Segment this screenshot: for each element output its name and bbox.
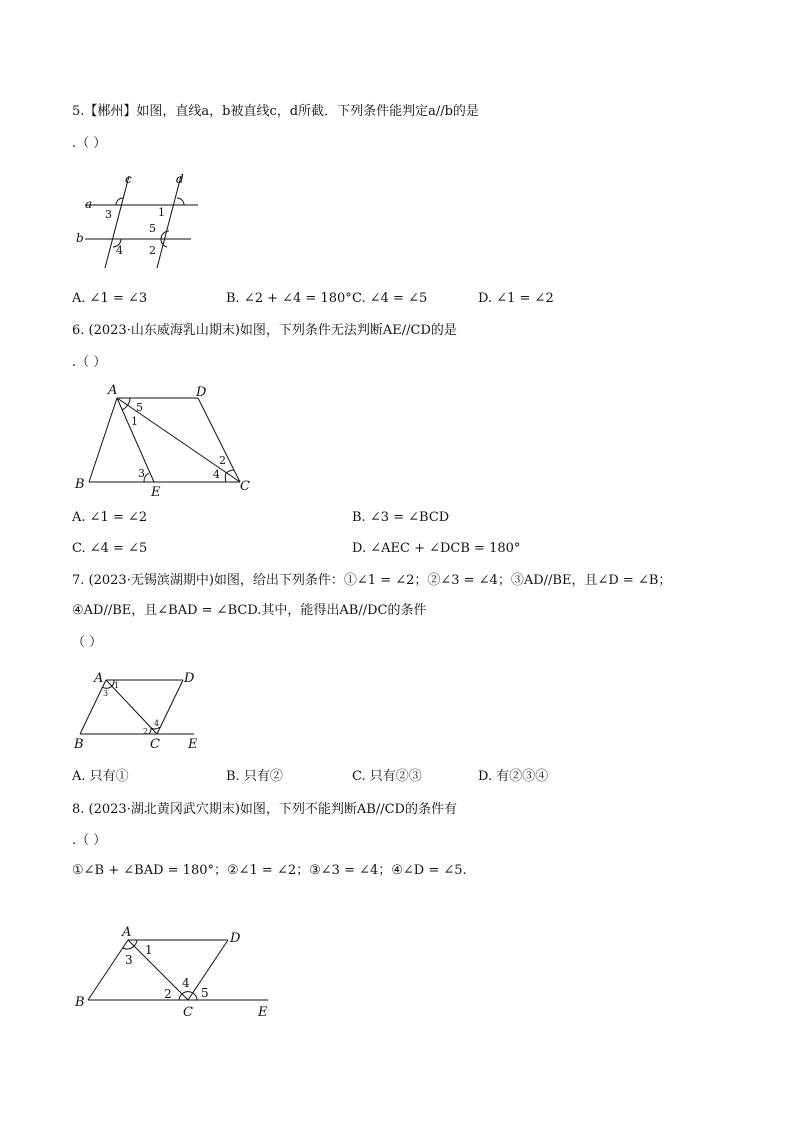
- q7-num-4: 4: [154, 719, 160, 728]
- q7-option-a: A. 只有①: [72, 769, 129, 784]
- q5-label-c: c: [125, 172, 132, 186]
- q5-option-c: C. ∠4 = ∠5: [352, 291, 428, 306]
- line-d: [157, 176, 181, 268]
- q6-num-1: 1: [131, 415, 138, 428]
- q5-option-a: A. ∠1 = ∠3: [72, 291, 148, 306]
- q7-label-b: B: [74, 737, 84, 752]
- q8-label-b: B: [75, 995, 85, 1010]
- q6-angle-2-arc: [226, 470, 234, 473]
- q6-num-4: 4: [213, 468, 220, 481]
- q7-label-e: E: [188, 737, 198, 752]
- q6-stem: 6. (2023·山东威海乳山期末)如图，下列条件无法判断AE//CD的是: [72, 323, 457, 338]
- q7-num-2: 2: [143, 727, 149, 736]
- q8-label-a: A: [122, 925, 132, 940]
- q8-conditions: ①∠B + ∠BAD = 180°；②∠1 = ∠2；③∠3 = ∠4；④∠D = ∠5.: [72, 863, 467, 878]
- q7-figure: [72, 664, 212, 756]
- q5-label-a: a: [85, 197, 93, 211]
- q5-option-b: B. ∠2 + ∠4 = 180°: [226, 291, 352, 306]
- q6-option-d: D. ∠AEC + ∠DCB = 180°: [352, 541, 521, 556]
- q5-num-3: 3: [105, 208, 112, 221]
- q8-answer-paren: .（ ）: [72, 833, 107, 848]
- q6-answer-paren: .（ ）: [72, 355, 107, 370]
- q8-angle-2-arc: [179, 994, 182, 1000]
- q6-label-c: C: [240, 479, 250, 494]
- q6-figure: [72, 380, 262, 500]
- q5-label-b: b: [76, 231, 84, 245]
- q7-angle-2-arc: [149, 728, 151, 734]
- q6-angle-4-arc: [225, 473, 226, 482]
- q7-num-1: 1: [114, 681, 120, 690]
- q6-label-a: A: [108, 383, 118, 398]
- q6-label-d: D: [196, 385, 207, 400]
- segment-ac: [128, 940, 188, 1000]
- q8-angle-5-arc: [193, 993, 197, 1000]
- q7-label-c: C: [150, 737, 160, 752]
- q7-option-c: C. 只有②③: [352, 769, 422, 784]
- q8-label-e: E: [258, 1005, 268, 1020]
- q8-num-5: 5: [201, 986, 209, 1000]
- q8-angle-4-arc: [182, 992, 193, 994]
- q6-num-2: 2: [219, 454, 226, 467]
- q6-option-a: A. ∠1 = ∠2: [72, 510, 148, 525]
- q5-stem: 5.【郴州】如图，直线a，b被直线c，d所截．下列条件能判定a//b的是: [72, 104, 479, 119]
- q8-label-d: D: [230, 931, 241, 946]
- q7-stem-line1: 7. (2023·无锡滨湖期中)如图，给出下列条件：①∠1 = ∠2；②∠3 = ∠4；③AD//BE，且∠D = ∠B；: [72, 573, 672, 588]
- q6-num-5: 5: [136, 401, 143, 414]
- q8-num-1: 1: [145, 943, 153, 957]
- q7-stem-line2: ④AD//BE，且∠BAD = ∠BCD.其中，能得出AB//DC的条件: [72, 603, 427, 618]
- q6-num-3: 3: [138, 467, 145, 480]
- q7-option-b: B. 只有②: [226, 769, 283, 784]
- q5-figure: [72, 168, 212, 270]
- q5-answer-paren: .（ ）: [72, 136, 107, 151]
- q5-num-5: 5: [149, 222, 156, 235]
- q8-angle-3-arc: [123, 946, 134, 949]
- q5-num-1: 1: [158, 206, 165, 219]
- q7-answer-paren: （ ）: [72, 635, 103, 650]
- q6-label-e: E: [151, 485, 161, 500]
- q8-num-2: 2: [164, 987, 172, 1001]
- q7-option-d: D. 有②③④: [478, 769, 549, 784]
- q8-label-c: C: [183, 1005, 193, 1020]
- q5-angle-1-arc: [177, 198, 184, 205]
- q5-num-4: 4: [116, 244, 123, 257]
- q5-num-2: 2: [149, 244, 156, 257]
- q6-label-b: B: [75, 477, 85, 492]
- q6-option-b: B. ∠3 = ∠BCD: [352, 510, 450, 525]
- q5-label-d: d: [176, 172, 184, 186]
- q7-label-a: A: [94, 671, 104, 686]
- q6-option-c: C. ∠4 = ∠5: [72, 541, 148, 556]
- segment-ab: [88, 940, 128, 1000]
- q8-stem: 8. (2023·湖北黄冈武穴期末)如图，下列不能判断AB//CD的条件有: [72, 802, 457, 817]
- q7-angle-3-arc: [102, 686, 112, 688]
- segment-dc: [157, 680, 183, 734]
- q6-angle-1-arc: [122, 406, 127, 410]
- segment-ab: [89, 398, 117, 482]
- q6-angle-5-arc: [127, 398, 130, 406]
- q7-label-d: D: [184, 671, 195, 686]
- q8-num-4: 4: [182, 976, 190, 990]
- q8-num-3: 3: [125, 953, 133, 967]
- q7-num-3: 3: [103, 689, 109, 698]
- q8-angle-1-arc: [134, 940, 137, 946]
- q5-option-d: D. ∠1 = ∠2: [478, 291, 554, 306]
- q8-figure: [72, 920, 272, 1020]
